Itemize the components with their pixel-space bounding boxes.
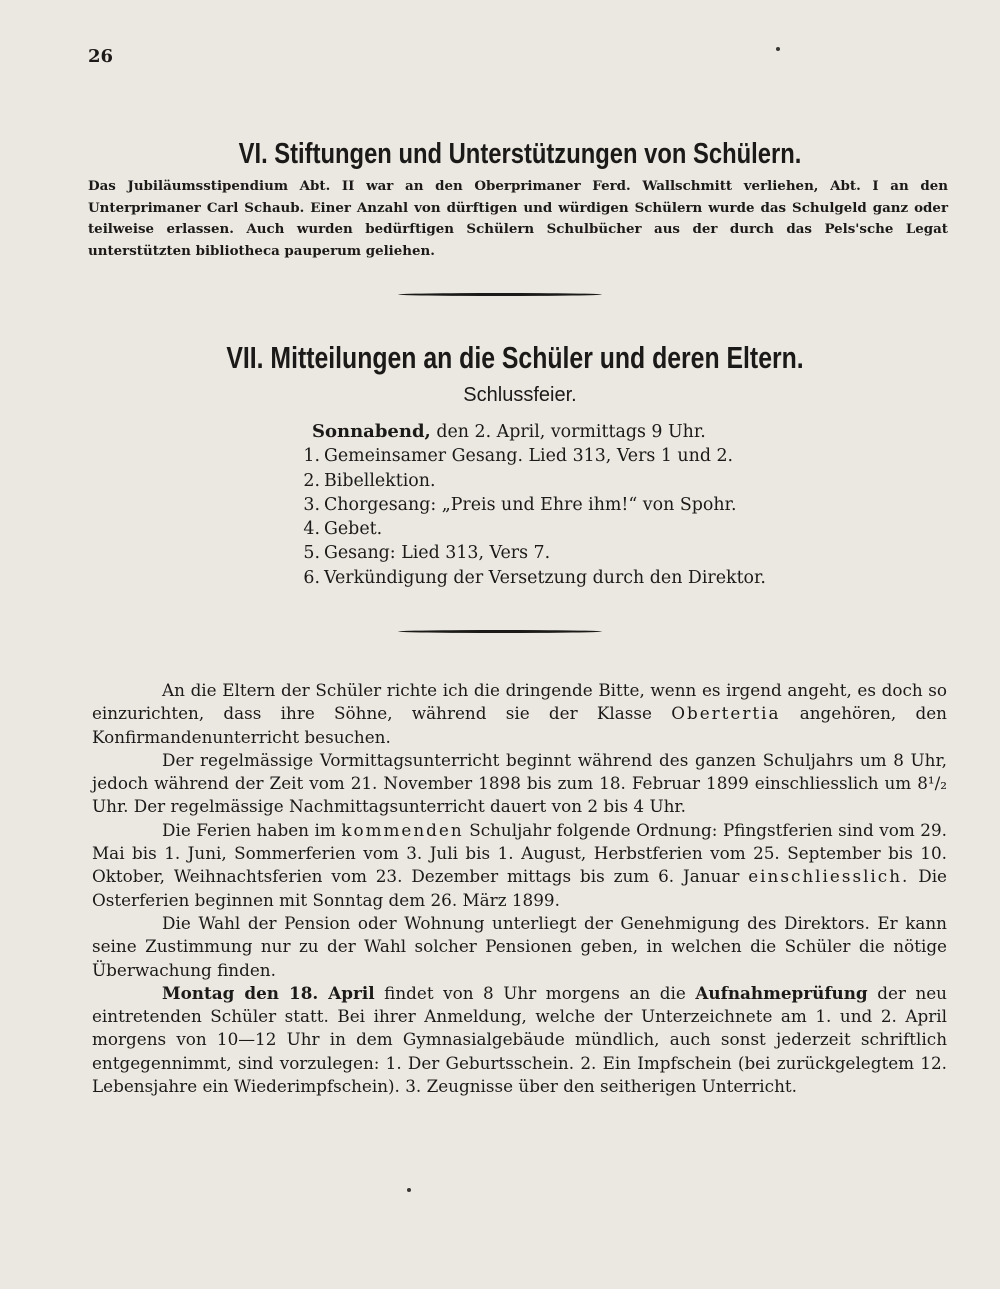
list-text: Chorgesang: „Preis und Ehre ihm!“ von Spohr. <box>324 494 737 515</box>
list-item <box>303 517 766 541</box>
schedule-date-line <box>312 420 766 444</box>
list-number: 2. <box>303 470 320 491</box>
section-6-text: Das Jubiläumsstipendium Abt. II war an den Oberprimaner Ferd. Wallschmitt verliehen, Abt. I an den Unterprimaner Carl Schaub. Einer Anzahl von dürftigen und würdigen Schülern wurde das Schulgeld ganz oder teilweise erlassen. Auch wurden bedürftigen Schülern Schulbücher aus der durch das Pels'sche Legat unterstützten bibliotheca pauperum geliehen. <box>88 178 948 259</box>
separator-rule <box>398 293 602 296</box>
text-run: Die Osterferien beginnen mit Sonntag dem 26. März 1899. <box>92 866 947 910</box>
text-run: An die Eltern der Schüler richte ich die dringende Bitte, wenn es irgend angeht, es doch so einzurichten, dass ihre Söhne, während sie der Klasse <box>92 680 947 724</box>
list-item <box>303 541 766 565</box>
paragraph-schedule: Der regelmässige Vormittagsunterricht beginnt während des ganzen Schuljahrs um 8 Uhr, jedoch während der Zeit vom 21. November 1898 bis zum 18. Februar 1899 einschliesslich um 8¹/₂ Uhr. Der regelmässige Nachmittagsunterricht dauert von 2 bis 4 Uhr. <box>92 749 947 817</box>
list-item <box>303 444 766 468</box>
text-run: Schuljahr folgende Ordnung: Pfingstferien sind vom 29. Mai bis 1. Juni, Sommerferien vom 3. Juli bis 1. August, Herbstferien vom 25. September bis 10. Oktober, Weihnachtsferien vom 23. Dezember mittags bis zum 6. Januar <box>92 819 947 887</box>
list-number: 4. <box>303 519 320 540</box>
section-7-subtitle: Schlussfeier. <box>463 384 577 406</box>
list-number: 5. <box>303 543 320 564</box>
list-text: Gesang: Lied 313, Vers 7. <box>324 543 551 564</box>
separator-rule <box>398 630 602 633</box>
list-text: Verkündigung der Versetzung durch den Direktor. <box>324 567 766 588</box>
list-number: 1. <box>303 446 320 467</box>
text-run: findet von 8 Uhr morgens an die <box>374 982 696 1003</box>
paragraph-holidays <box>92 819 947 912</box>
list-item <box>303 469 766 493</box>
spaced-text: einschliesslich. <box>748 866 910 887</box>
list-number: 6. <box>303 567 320 588</box>
notices-body <box>92 679 947 1098</box>
paragraph-admission <box>92 982 947 1098</box>
schedule-day: Sonnabend, <box>312 421 431 442</box>
paragraph-confirmation <box>92 679 947 749</box>
list-text: Gebet. <box>324 519 383 540</box>
section-7-title: VII. Mitteilungen an die Schüler und deren Eltern. <box>226 340 804 375</box>
section-6-title: VI. Stiftungen und Unterstützungen von Schülern. <box>238 138 802 170</box>
list-item <box>303 493 766 517</box>
spaced-text: Obertertia <box>671 703 781 724</box>
list-number: 3. <box>303 494 320 515</box>
list-item <box>303 566 766 590</box>
text-run: angehören, den Konfirmandenunterricht besuchen. <box>92 703 947 747</box>
bold-text: Aufnahmeprüfung <box>695 982 868 1003</box>
spaced-text: kommenden <box>341 819 464 840</box>
page-number: 26 <box>88 46 114 67</box>
print-speck <box>776 47 780 51</box>
text-run: der neu eintretenden Schüler statt. Bei ihrer Anmeldung, welche der Unterzeichnete am 1. und 2. April morgens von 10—12 Uhr in dem Gymnasialgebäude mündlich, auch sonst jederzeit schriftlich entgegennimmt, sind vorzulegen: 1. Der Geburtsschein. 2. Ein Impfschein (bei zurückgelegtem 12. Lebensjahre ein Wiederimpfschein). 3. Zeugnisse über den seitherigen Unterricht. <box>92 982 947 1097</box>
paragraph-lodging: Die Wahl der Pension oder Wohnung unterliegt der Genehmigung des Direktors. Er kann seine Zustimmung nur zu der Wahl solcher Pensionen geben, in welchen die Schüler die nötige Überwachung finden. <box>92 912 947 980</box>
schedule-date: den 2. April, vormittags 9 Uhr. <box>430 422 706 442</box>
ceremony-schedule <box>303 420 766 590</box>
list-text: Gemeinsamer Gesang. Lied 313, Vers 1 und 2. <box>324 446 734 467</box>
bold-text: Montag den 18. April <box>162 982 375 1003</box>
text-run: Die Ferien haben im <box>162 819 342 840</box>
list-text: Bibellektion. <box>324 470 436 491</box>
print-speck <box>407 1188 411 1192</box>
